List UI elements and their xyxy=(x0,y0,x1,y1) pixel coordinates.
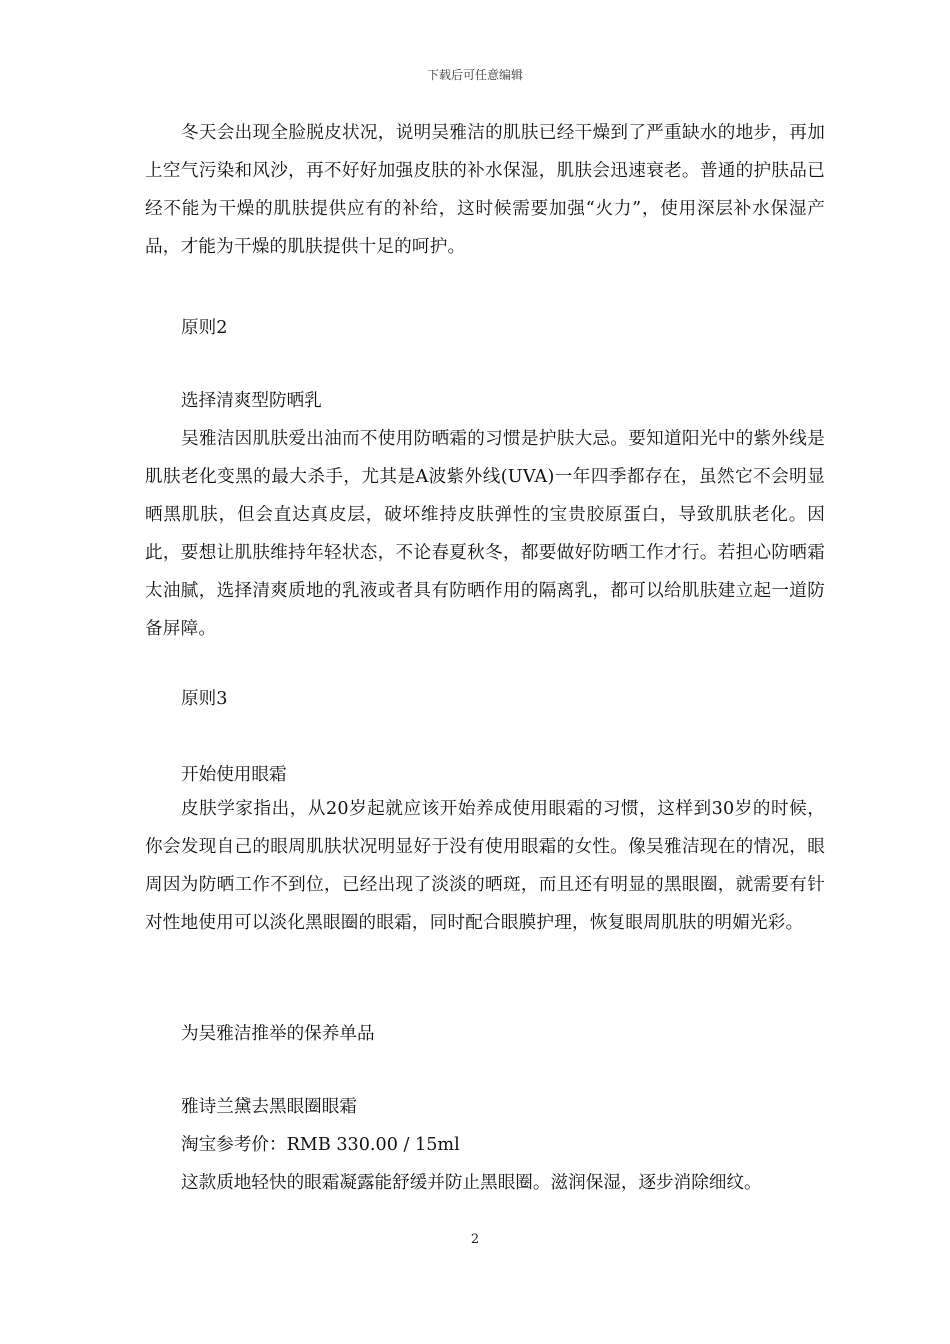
principle2-body xyxy=(145,420,825,648)
paragraph-text: 皮肤学家指出，从20岁起就应该开始养成使用眼霜的习惯，这样到30岁的时候，你会发现自己的眼周肌肤状况明显好于没有使用眼霜的女性。像吴雅洁现在的情况，眼周因为防晒工作不到位，已经出现了淡淡的晒斑，而且还有明显的黑眼圈，就需要有针对性地使用可以淡化黑眼圈的眼霜，同时配合眼膜护理，恢复眼周肌肤的明媚光彩。 xyxy=(145,799,825,933)
recommend-heading: 为吴雅洁推举的保养单品 xyxy=(181,1024,375,1044)
paragraph-text: 吴雅洁因肌肤爱出油而不使用防晒霜的习惯是护肤大忌。要知道阳光中的紫外线是肌肤老化变黑的最大杀手，尤其是A波紫外线(UVA)一年四季都存在，虽然它不会明显晒黑肌肤，但会直达真皮层，破坏维持皮肤弹性的宝贵胶原蛋白，导致肌肤老化。因此，要想让肌肤维持年轻状态，不论春夏秋冬，都要做好防晒工作才行。若担心防晒霜太油腻，选择清爽质地的乳液或者具有防晒作用的隔离乳，都可以给肌肤建立起一道防备屏障。 xyxy=(145,429,825,639)
product-name: 雅诗兰黛去黑眼圈眼霜 xyxy=(181,1097,357,1117)
principle3-title: 开始使用眼霜 xyxy=(181,765,287,785)
principle3-body xyxy=(145,790,825,942)
product-price: 淘宝参考价：RMB 330.00 / 15ml xyxy=(181,1135,460,1155)
page-header: 下载后可任意编辑 xyxy=(426,68,523,82)
principle2-label: 原则2 xyxy=(181,318,228,338)
page-number: 2 xyxy=(470,1232,480,1247)
paragraph-text: 冬天会出现全脸脱皮状况，说明吴雅洁的肌肤已经干燥到了严重缺水的地步，再加上空气污染和风沙，再不好好加强皮肤的补水保湿，肌肤会迅速衰老。普通的护肤品已经不能为干燥的肌肤提供应有的补给，这时候需要加强“火力”，使用深层补水保湿产品，才能为干燥的肌肤提供十足的呵护。 xyxy=(145,123,825,257)
principle2-title: 选择清爽型防晒乳 xyxy=(181,391,322,411)
principle3-label: 原则3 xyxy=(181,689,228,709)
paragraph-intro xyxy=(145,114,825,266)
product-description: 这款质地轻快的眼霜凝露能舒缓并防止黑眼圈。滋润保湿，逐步消除细纹。 xyxy=(181,1173,762,1193)
